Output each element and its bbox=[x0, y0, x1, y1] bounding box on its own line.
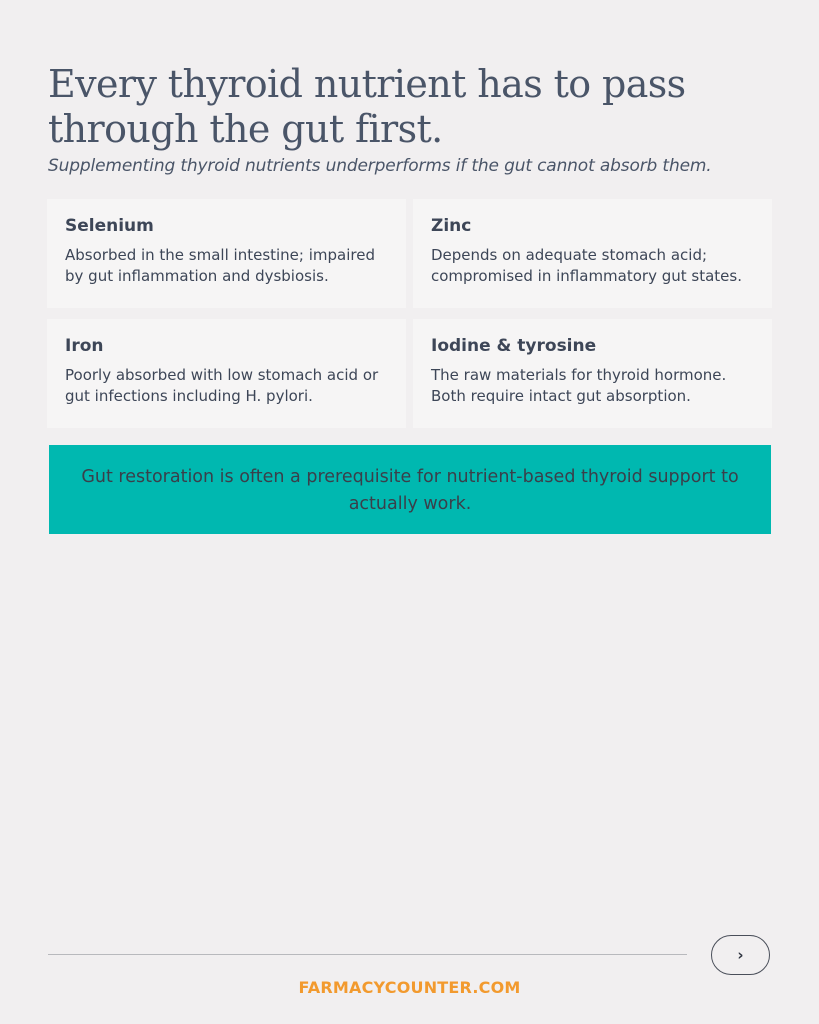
nutrient-card-body: The raw materials for thyroid hormone. Both require intact gut absorption. bbox=[431, 366, 727, 405]
nutrient-card-iron bbox=[47, 319, 406, 428]
chevron-right-icon: › bbox=[737, 945, 744, 964]
footer-brand-link[interactable]: FARMACYCOUNTER.COM bbox=[298, 978, 521, 997]
callout-text: Gut restoration is often a prerequisite for nutrient-based thyroid support to actually work. bbox=[81, 467, 739, 514]
nutrient-card-zinc bbox=[413, 199, 772, 308]
nutrient-card-iodine-tyrosine bbox=[413, 319, 772, 428]
nutrient-card-title: Zinc bbox=[431, 216, 472, 236]
nutrient-card-title: Selenium bbox=[65, 216, 154, 236]
footer-divider bbox=[48, 954, 687, 955]
nutrient-card-title: Iron bbox=[65, 336, 104, 356]
callout-banner bbox=[49, 445, 771, 534]
nutrient-card-selenium bbox=[47, 199, 406, 308]
page-subtitle: Supplementing thyroid nutrients underperforms if the gut cannot absorb them. bbox=[48, 156, 712, 176]
nutrient-card-body: Depends on adequate stomach acid; compromised in inflammatory gut states. bbox=[431, 246, 742, 285]
nutrient-card-body: Absorbed in the small intestine; impaired by gut inflammation and dysbiosis. bbox=[65, 246, 375, 285]
next-slide-button[interactable] bbox=[711, 935, 770, 975]
nutrient-card-body: Poorly absorbed with low stomach acid or gut infections including H. pylori. bbox=[65, 366, 379, 405]
nutrient-card-title: Iodine & tyrosine bbox=[431, 336, 597, 356]
page-title: Every thyroid nutrient has to pass through the gut first. bbox=[48, 62, 686, 151]
